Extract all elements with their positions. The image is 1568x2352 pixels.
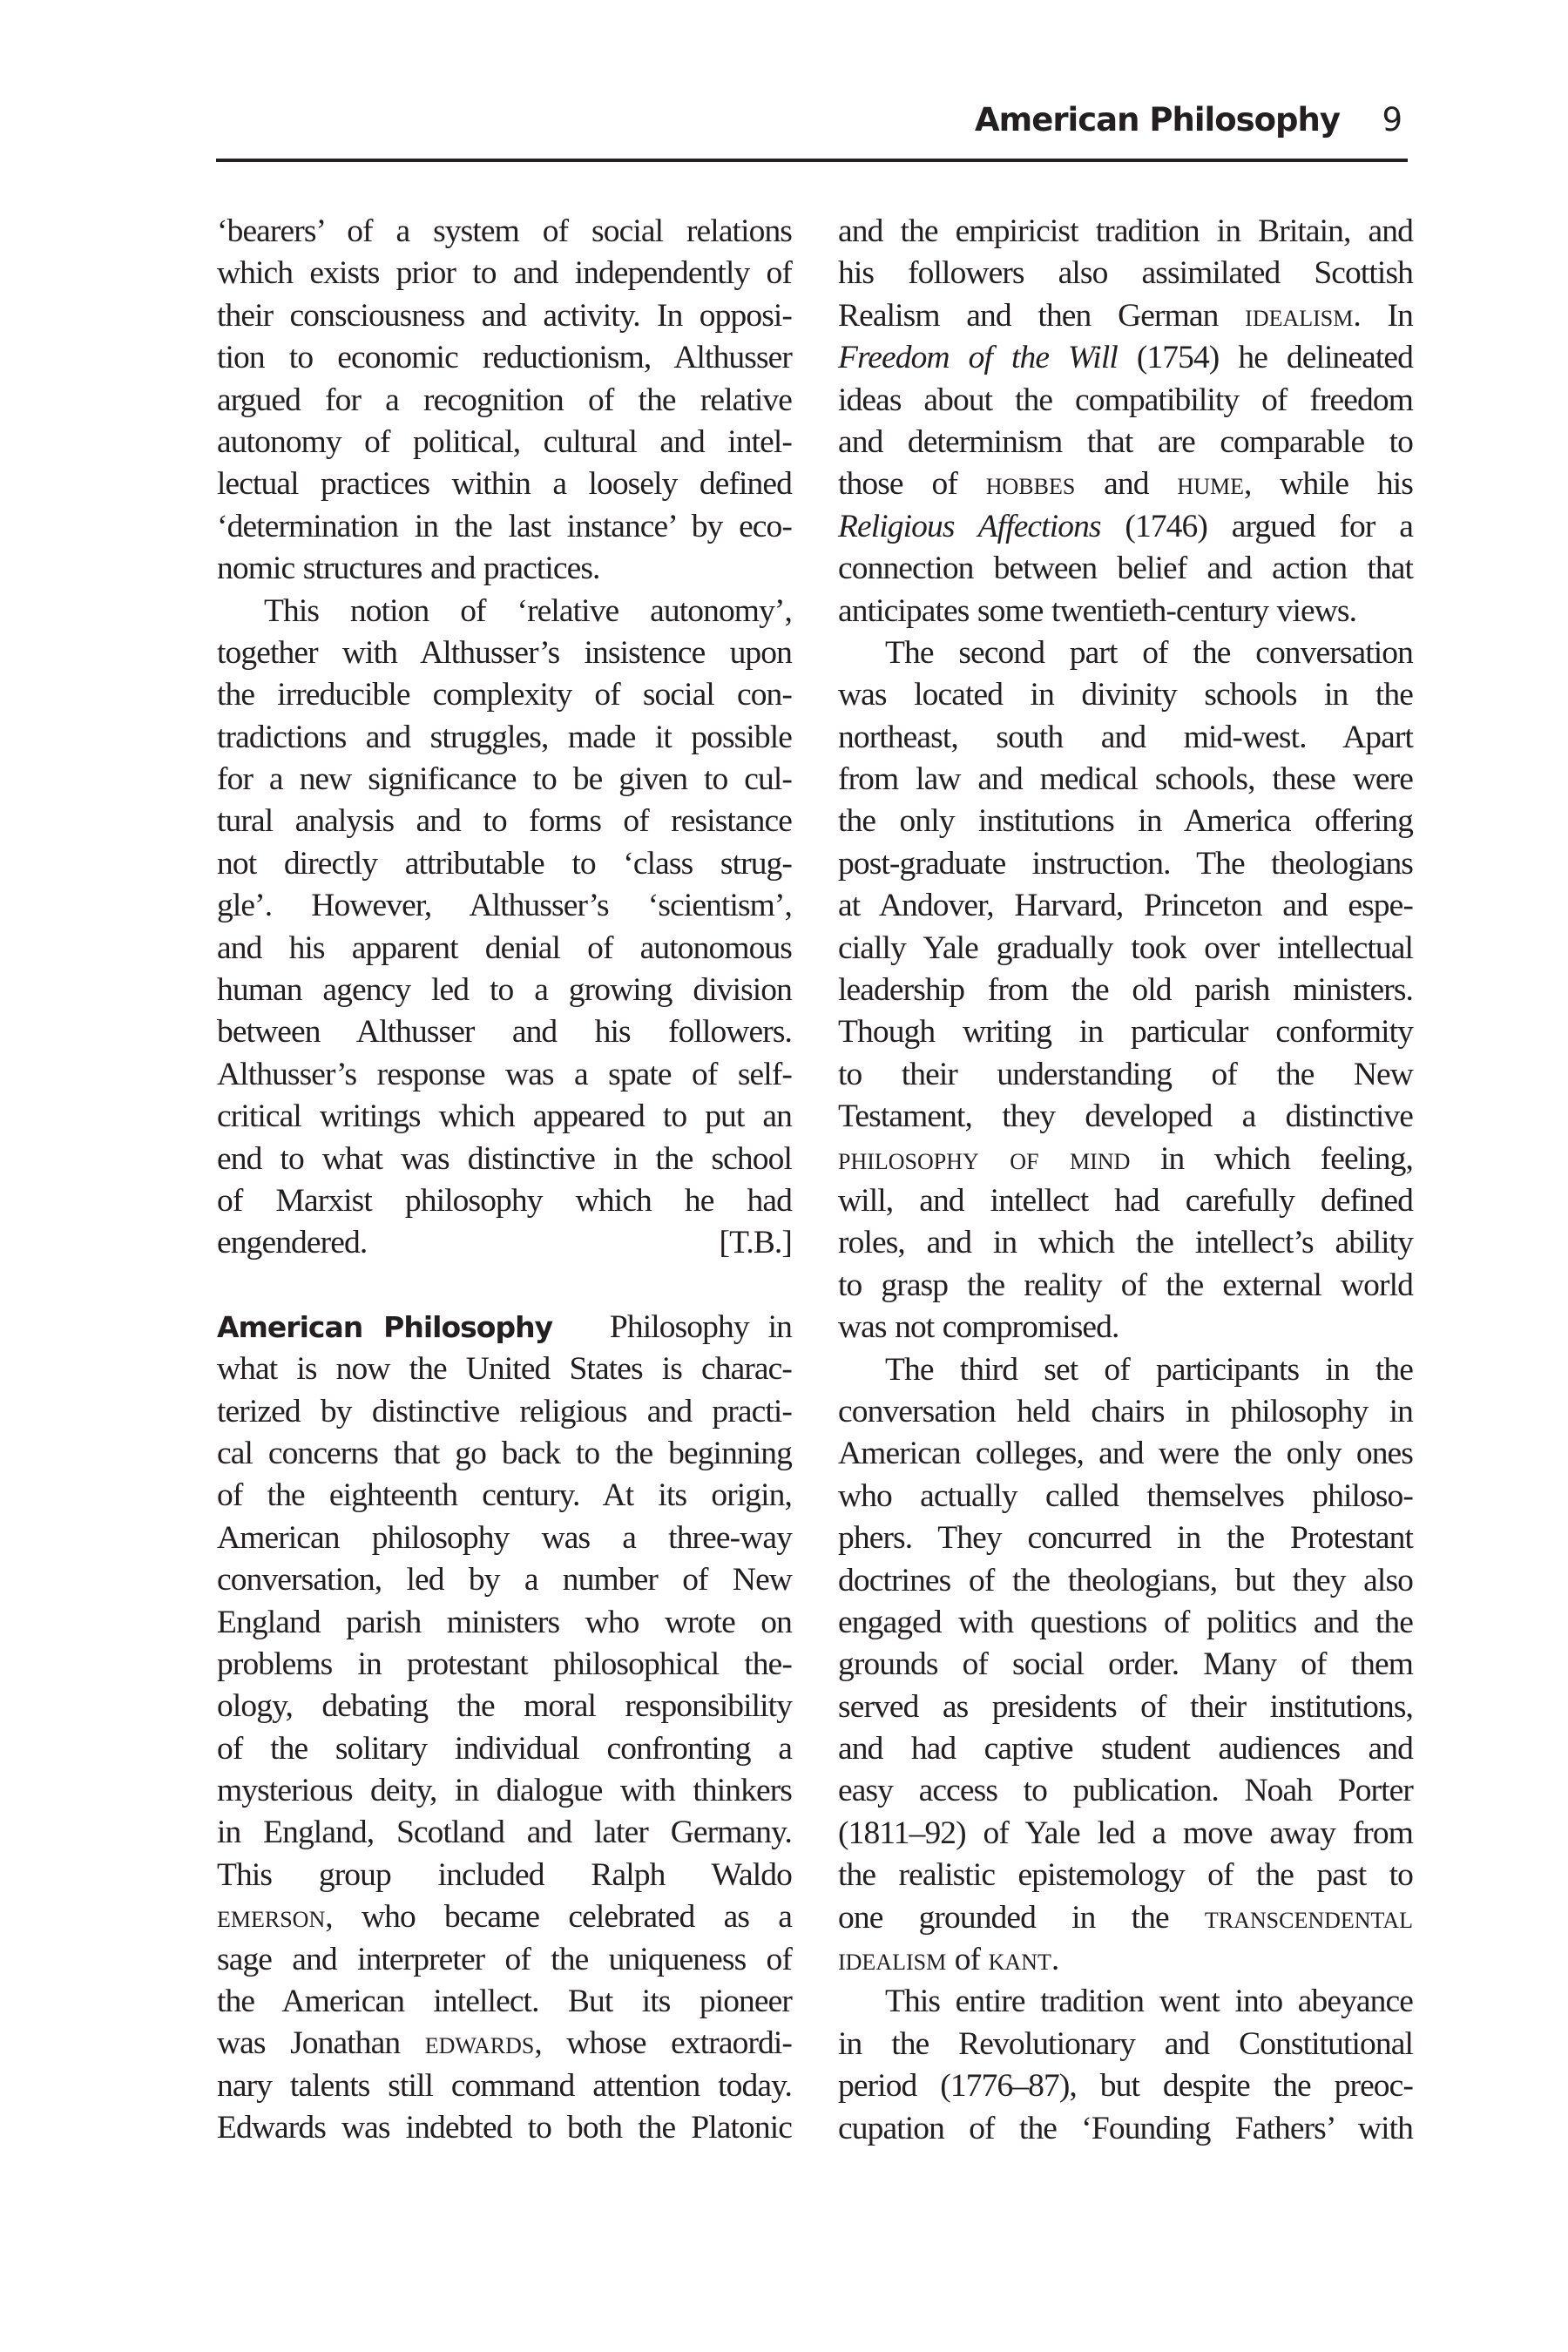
text-line: one grounded in the transcendental: [838, 1899, 1413, 1936]
text-line: terized by distinctive religious and practi-: [217, 1393, 792, 1429]
text-line: from law and medical schools, these were: [838, 761, 1413, 798]
text-line: Althusser’s response was a spate of self-: [217, 1056, 792, 1092]
text-line: The third set of participants in the: [885, 1351, 1413, 1388]
american-philosophy-entry: [217, 1307, 792, 2150]
philosophy-chairs-paragraph: [838, 1349, 1413, 1982]
cross-reference-idealism[interactable]: idealism: [1245, 297, 1354, 334]
text-line: not directly attributable to ‘class strug-: [217, 845, 792, 882]
text-line: tradictions and struggles, made it possible: [217, 719, 792, 755]
text-line: to their understanding of the New: [838, 1056, 1413, 1092]
text-line: easy access to publication. Noah Porter: [838, 1773, 1413, 1809]
text-line: anticipates some twentieth-century views.: [838, 592, 1357, 629]
text-line: and the empiricist tradition in Britain, and: [838, 213, 1413, 249]
text-line: the only institutions in America offering: [838, 803, 1413, 840]
text-line: cially Yale gradually took over intellectual: [838, 929, 1413, 966]
text-line: Edwards was indebted to both the Platonic: [217, 2110, 792, 2146]
text-line: mysterious deity, in dialogue with thinkers: [217, 1773, 792, 1809]
althusser-paragraph-1: [217, 211, 792, 591]
text-line: England parish ministers who wrote on: [217, 1604, 792, 1640]
text-line: together with Althusser’s insistence upon: [217, 634, 792, 671]
text-line: was located in divinity schools in the: [838, 677, 1413, 713]
text-line: engaged with questions of politics and the: [838, 1604, 1413, 1640]
text-line: philosophy of mind in which feeling,: [838, 1140, 1413, 1177]
text-line: of the eighteenth century. At its origin,: [217, 1477, 792, 1514]
author-initials: [T.B.]: [719, 1225, 792, 1261]
text-line: tion to economic reductionism, Althusser: [217, 340, 792, 376]
text-line: This group included Ralph Waldo: [217, 1856, 792, 1893]
text-line: for a new significance to be given to cul-: [217, 761, 792, 798]
text-line: between Althusser and his followers.: [217, 1014, 792, 1051]
cross-reference-emerson[interactable]: emerson: [217, 1899, 326, 1936]
divinity-schools-paragraph: [838, 632, 1413, 1349]
text-line: The second part of the conversation: [885, 634, 1413, 671]
text-line: idealism of kant.: [838, 1942, 1059, 1978]
text-line: Realism and then German idealism. In: [838, 297, 1413, 334]
text-line: grounds of social order. Many of them: [838, 1646, 1413, 1683]
cross-reference-transcendental-idealism-cont[interactable]: idealism: [838, 1942, 947, 1978]
text-line: This notion of ‘relative autonomy’,: [264, 592, 792, 629]
text-line: what is now the United States is charac-: [217, 1351, 792, 1388]
text-line: autonomy of political, cultural and intel-: [217, 423, 792, 460]
text-line: doctrines of the theologians, but they also: [838, 1562, 1413, 1598]
cross-reference-philosophy-of-mind[interactable]: philosophy of mind: [838, 1140, 1131, 1177]
right-column: [838, 211, 1413, 2150]
text-line: the American intellect. But its pioneer: [217, 1984, 792, 2020]
althusser-paragraph-2: [217, 591, 792, 1265]
text-line: in England, Scotland and later Germany.: [217, 1815, 792, 1851]
running-head-title: American Philosophy: [975, 101, 1340, 139]
text-line: those of hobbes and hume, while his: [838, 466, 1413, 503]
text-line: critical writings which appeared to put an: [217, 1098, 792, 1135]
text-line: and his apparent denial of autonomous: [217, 929, 792, 966]
text-line: to grasp the reality of the external world: [838, 1267, 1413, 1303]
running-head: [216, 98, 1408, 162]
text-line: American Philosophy Philosophy in: [217, 1308, 792, 1345]
text-line: and had captive student audiences and: [838, 1731, 1413, 1767]
text-line: Though writing in particular conformity: [838, 1014, 1413, 1051]
text-line: nary talents still command attention today.: [217, 2067, 792, 2104]
text-line: ology, debating the moral responsibility: [217, 1688, 792, 1725]
text-line: human agency led to a growing division: [217, 972, 792, 1009]
text-line: period (1776–87), but despite the preoc-: [838, 2068, 1413, 2105]
cross-reference-edwards[interactable]: edwards: [424, 2025, 535, 2062]
text-line: (1811–92) of Yale led a move away from: [838, 1815, 1413, 1851]
entry-separator: [217, 1265, 792, 1307]
text-line: lectual practices within a loosely defined: [217, 466, 792, 503]
text-line: This entire tradition went into abeyance: [885, 1984, 1413, 2020]
left-column: [217, 211, 792, 2150]
cross-reference-hume[interactable]: hume: [1177, 466, 1244, 503]
abeyance-paragraph: [838, 1981, 1413, 2150]
text-line: tural analysis and to forms of resistance: [217, 803, 792, 840]
text-line: cal concerns that go back to the beginning: [217, 1435, 792, 1471]
text-line: end to what was distinctive in the school: [217, 1140, 792, 1177]
text-line: and determinism that are comparable to: [838, 423, 1413, 460]
text-line: sage and interpreter of the uniqueness of: [217, 1941, 792, 1977]
text-line: cupation of the ‘Founding Fathers’ with: [838, 2110, 1413, 2146]
text-line: Freedom of the Will (1754) he delineated: [838, 340, 1413, 376]
text-line: ‘bearers’ of a system of social relations: [217, 213, 792, 249]
edwards-paragraph: [838, 211, 1413, 632]
cross-reference-transcendental-idealism[interactable]: transcendental: [1204, 1899, 1413, 1936]
text-line: leadership from the old parish ministers.: [838, 972, 1413, 1009]
text-line: of Marxist philosophy which he had: [217, 1182, 792, 1219]
text-line: connection between belief and action that: [838, 551, 1413, 587]
text-line: ideas about the compatibility of freedom: [838, 382, 1413, 418]
text-line: their consciousness and activity. In opposi-: [217, 297, 792, 334]
cross-reference-kant[interactable]: kant: [988, 1942, 1051, 1978]
text-line: nomic structures and practices.: [217, 551, 600, 587]
book-title: Freedom of the Will: [838, 340, 1118, 376]
signoff-text: engendered.: [217, 1225, 368, 1261]
text-line: argued for a recognition of the relative: [217, 382, 792, 418]
text-line: who actually called themselves philoso-: [838, 1477, 1413, 1514]
text-line: the irreducible complexity of social con-: [217, 677, 792, 713]
text-line: will, and intellect had carefully defined: [838, 1182, 1413, 1219]
text-line: in the Revolutionary and Constitutional: [838, 2025, 1413, 2062]
text-line: the realistic epistemology of the past to: [838, 1857, 1413, 1894]
text-line: at Andover, Harvard, Princeton and espe-: [838, 888, 1413, 924]
text-line: American colleges, and were the only ones: [838, 1436, 1413, 1472]
text-line: conversation, led by a number of New: [217, 1562, 792, 1598]
text-line: was Jonathan edwards, whose extraordi-: [217, 2025, 792, 2062]
text-line: problems in protestant philosophical the-: [217, 1646, 792, 1682]
text-line: American philosophy was a three-way: [217, 1519, 792, 1556]
text-line: emerson, who became celebrated as a: [217, 1899, 792, 1936]
text-line: was not compromised.: [838, 1309, 1119, 1346]
text-line: of the solitary individual confronting a: [217, 1730, 792, 1767]
text-line: Religious Affections (1746) argued for a: [838, 508, 1413, 544]
text-line: gle’. However, Althusser’s ‘scientism’,: [217, 888, 792, 924]
text-line: roles, and in which the intellect’s ability: [838, 1225, 1413, 1261]
signoff-line: [217, 1222, 792, 1264]
text-line: served as presidents of their institutions,: [838, 1688, 1413, 1725]
text-line: phers. They concurred in the Protestant: [838, 1520, 1413, 1557]
text-line: post-graduate instruction. The theologians: [838, 845, 1413, 882]
book-title: Religious Affections: [838, 508, 1101, 544]
page-number: 9: [1382, 101, 1402, 139]
text-line: conversation held chairs in philosophy in: [838, 1393, 1413, 1429]
text-line: his followers also assimilated Scottish: [838, 255, 1413, 292]
cross-reference-hobbes[interactable]: hobbes: [985, 466, 1076, 503]
text-line: Testament, they developed a distinctive: [838, 1098, 1413, 1135]
text-line: ‘determination in the last instance’ by eco-: [217, 508, 792, 544]
text-line: northeast, south and mid-west. Apart: [838, 719, 1413, 755]
entry-headword: American Philosophy: [217, 1309, 553, 1344]
text-line: which exists prior to and independently of: [217, 255, 792, 292]
